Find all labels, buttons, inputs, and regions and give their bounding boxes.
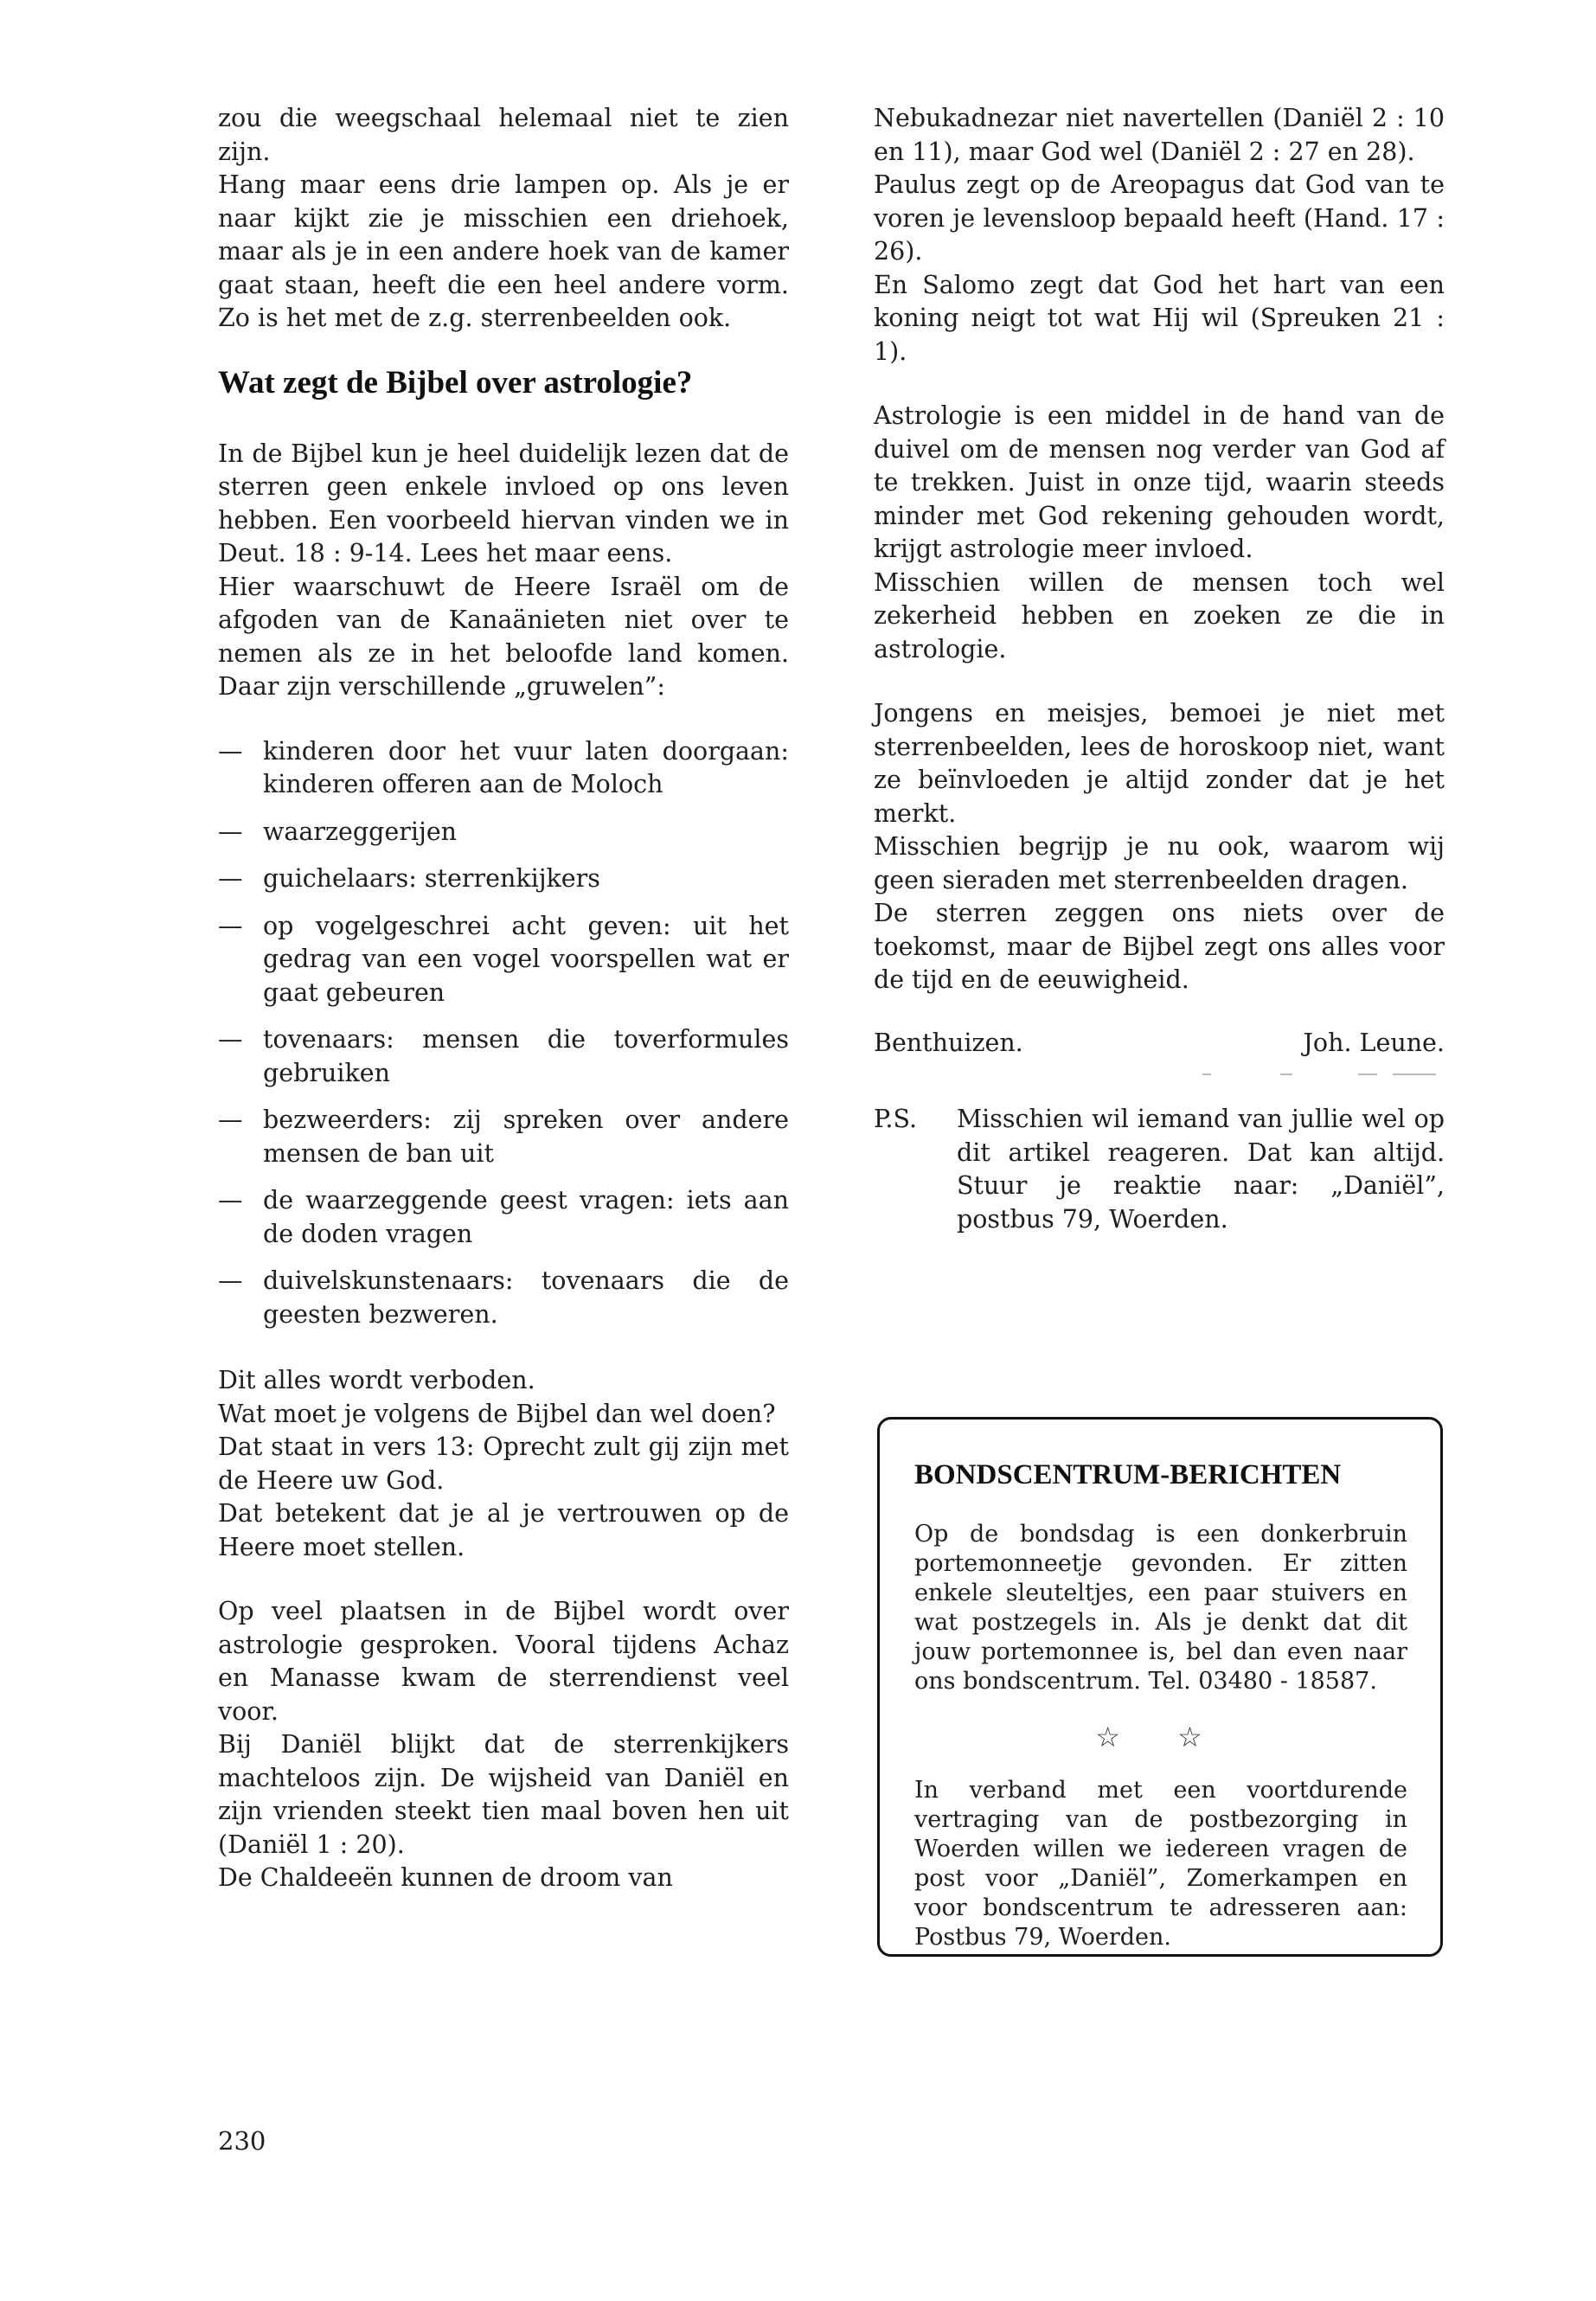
- postscript-text: Misschien wil iemand van jullie wel op dit artikel reageren. Dat kan altijd. Stuur je reaktie naar: „Daniël”, postbus 79, Woerden.: [957, 1105, 1445, 1234]
- right-column: [874, 102, 1445, 1236]
- star-divider: ☆ ☆: [1095, 1721, 1227, 1753]
- body-paragraph: Paulus zegt op de Areopagus dat God van te voren je levensloop bepaald heeft (Hand. 17 : 26).: [874, 170, 1445, 266]
- body-paragraph: Dit alles wordt verboden.: [218, 1366, 535, 1394]
- body-paragraph: De sterren zeggen ons niets over de toekomst, maar de Bijbel zegt ons alles voor de tijd en de eeuwigheid.: [874, 899, 1445, 994]
- list-item: — duivelskunstenaars: tovenaars die de geesten bezweren.: [218, 1265, 789, 1331]
- body-paragraph: De Chaldeeën kunnen de droom van: [218, 1863, 673, 1892]
- list-item: — guichelaars: sterrenkijkers: [218, 862, 789, 896]
- body-paragraph: Misschien willen de mensen toch wel zekerheid hebben en zoeken ze die in astrologie.: [874, 567, 1445, 663]
- divider: [874, 1065, 1445, 1082]
- body-paragraph: Nebukadnezar niet navertellen (Daniël 2 : 10 en 11), maar God wel (Daniël 2 : 27 en 28).: [874, 104, 1445, 166]
- body-paragraph: Astrologie is een middel in de hand van de duivel om de mensen nog verder van God af te trekken. Juist in onze tijd, waarin steeds minder met God rekening gehouden wordt, krijgt astrologie meer invloed.: [874, 401, 1445, 563]
- body-paragraph: En Salomo zegt dat God het hart van een koning neigt tot wat Hij wil (Spreuken 21 : 1).: [874, 270, 1445, 366]
- box-paragraph: Op de bondsdag is een donkerbruin portemonneetje gevonden. Er zitten enkele sleuteltjes, een paar stuivers en wat postzegels in. Als je denkt dat dit jouw portemonnee is, bel dan even naar ons bondscentrum. Tel. 03480 - 18587.: [914, 1521, 1407, 1695]
- list-item: — waarzeggerijen: [218, 816, 789, 849]
- list-item: — op vogelgeschrei acht geven: uit het gedrag van een vogel voorspellen wat er gaat gebeuren: [218, 910, 789, 1010]
- box-paragraph: In verband met een voortdurende vertraging van de postbezorging in Woerden willen we iedereen vragen de post voor „Daniël”, Zomerkampen en voor bondscentrum te adresseren aan: Postbus 79, Woerden.: [914, 1777, 1407, 1951]
- list-item: — tovenaars: mensen die toverformules gebruiken: [218, 1023, 789, 1090]
- signature-author: Joh. Leune.: [1303, 1028, 1445, 1057]
- body-paragraph: In de Bijbel kun je heel duidelijk lezen dat de sterren geen enkele invloed op ons leven hebben. Een voorbeeld hiervan vinden we in Deut. 18 : 9-14. Lees het maar eens.: [218, 439, 789, 567]
- section-heading: Wat zegt de Bijbel over astrologie?: [218, 364, 693, 401]
- list-item: — de waarzeggende geest vragen: iets aan de doden vragen: [218, 1184, 789, 1251]
- body-paragraph: Dat betekent dat je al je vertrouwen op de Heere moet stellen.: [218, 1499, 789, 1561]
- box-title: BONDSCENTRUM-BERICHTEN: [914, 1459, 1342, 1490]
- body-paragraph: Op veel plaatsen in de Bijbel wordt over astrologie gesproken. Vooral tijdens Achaz en Manasse kwam de sterrendienst veel voor.: [218, 1597, 789, 1726]
- signature: [874, 1027, 1445, 1061]
- abominations-list: [218, 735, 789, 1332]
- body-paragraph: Wat moet je volgens de Bijbel dan wel doen?: [218, 1399, 776, 1428]
- body-paragraph: Hier waarschuwt de Heere Israël om de afgoden van de Kanaänieten niet over te nemen als ze in het beloofde land komen. Daar zijn verschillende „gruwelen”:: [218, 572, 789, 701]
- bondscentrum-box: [877, 1417, 1443, 1957]
- left-column: [218, 102, 789, 1895]
- intro-paragraph: zou die weegschaal helemaal niet te zien zijn.: [218, 104, 789, 166]
- postscript: [874, 1103, 1445, 1236]
- body-paragraph: Misschien begrijp je nu ook, waarom wij geen sieraden met sterrenbeelden dragen.: [874, 832, 1445, 894]
- list-item: — kinderen door het vuur laten doorgaan: kinderen offeren aan de Moloch: [218, 735, 789, 802]
- intro-paragraph: Hang maar eens drie lampen op. Als je er naar kijkt zie je misschien een driehoek, maar als je in een andere hoek van de kamer gaat staan, heeft die een heel andere vorm. Zo is het met de z.g. sterrenbeelden ook.: [218, 170, 789, 332]
- body-paragraph: Jongens en meisjes, bemoei je niet met sterrenbeelden, lees de horoskoop niet, want ze beïnvloeden je altijd zonder dat je het merkt.: [874, 699, 1445, 828]
- page-number: 230: [218, 2126, 266, 2156]
- list-item: — bezweerders: zij spreken over andere mensen de ban uit: [218, 1104, 789, 1170]
- body-paragraph: Bij Daniël blijkt dat de sterrenkijkers machteloos zijn. De wijsheid van Daniël en zijn vrienden steekt tien maal boven hen uit (Daniël 1 : 20).: [218, 1730, 789, 1859]
- postscript-label: P.S.: [874, 1105, 918, 1133]
- signature-place: Benthuizen.: [874, 1028, 1023, 1057]
- body-paragraph: Dat staat in vers 13: Oprecht zult gij zijn met de Heere uw God.: [218, 1433, 789, 1495]
